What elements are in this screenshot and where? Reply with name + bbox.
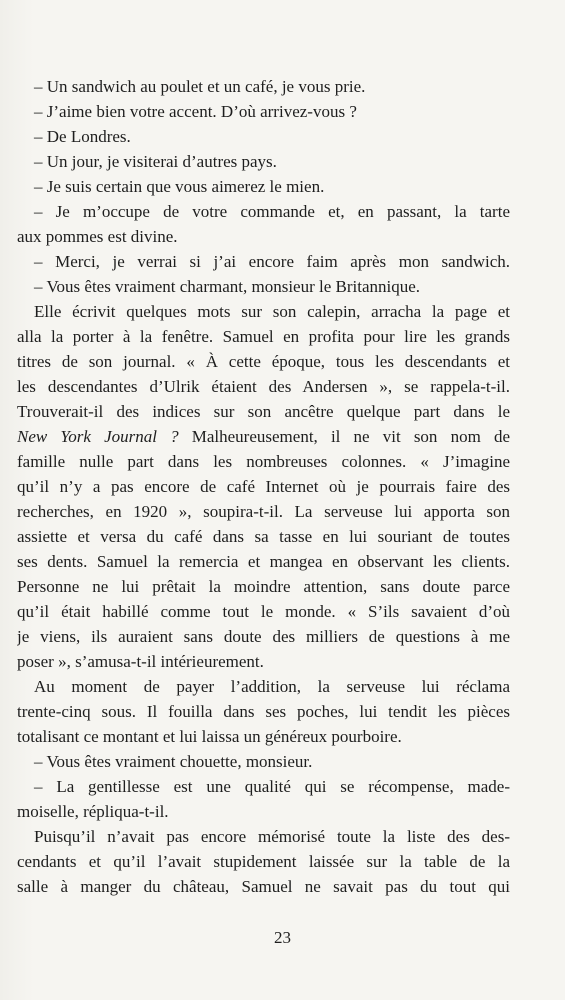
text-line: – Je suis certain que vous aimerez le mien. xyxy=(34,177,325,196)
page-number: 23 xyxy=(274,928,291,947)
text-line: – De Londres. xyxy=(34,127,131,146)
text-line: ses dents. Samuel la remercia et mangea en observant les clients. xyxy=(17,552,510,571)
body-text xyxy=(17,74,510,899)
text-line: trente-cinq sous. Il fouilla dans ses poches, lui tendit les pièces xyxy=(17,702,510,721)
text-line: Trouverait-il des indices sur son ancêtre quelque part dans le xyxy=(17,402,510,421)
text-line: recherches, en 1920 », soupira-t-il. La serveuse lui apporta son xyxy=(17,502,510,521)
italic-title: New York Journal ? xyxy=(17,427,179,446)
text-line: Au moment de payer l’addition, la serveuse lui réclama xyxy=(34,677,510,696)
text-line: salle à manger du château, Samuel ne savait pas du tout qui xyxy=(17,877,510,896)
text-line: assiette et versa du café dans sa tasse en lui souriant de toutes xyxy=(17,527,510,546)
text-line: Personne ne lui prêtait la moindre attention, sans doute parce xyxy=(17,577,510,596)
text-line: cendants et qu’il l’avait stupidement laissée sur la table de la xyxy=(17,852,510,871)
text-line: – Je m’occupe de votre commande et, en passant, la tarte xyxy=(34,202,510,221)
text-line: qu’il n’y a pas encore de café Internet où je pourrais faire des xyxy=(17,477,510,496)
text-line: – Un sandwich au poulet et un café, je vous prie. xyxy=(34,77,366,96)
text-line: famille nulle part dans les nombreuses colonnes. « J’imagine xyxy=(17,452,510,471)
text-line xyxy=(17,424,510,449)
text-line: les descendantes d’Ulrik étaient des Andersen », se rappela-t-il. xyxy=(17,377,510,396)
text-line: moiselle, répliqua-t-il. xyxy=(17,802,169,821)
text-line: – Un jour, je visiterai d’autres pays. xyxy=(34,152,277,171)
text-line: – Vous êtes vraiment chouette, monsieur. xyxy=(34,752,313,771)
text-line: – La gentillesse est une qualité qui se récompense, made- xyxy=(34,777,510,796)
text-line-rest: Malheureusement, il ne vit son nom de xyxy=(178,427,510,446)
text-line: titres de son journal. « À cette époque, tous les descendants et xyxy=(17,352,510,371)
text-line: – Vous êtes vraiment charmant, monsieur le Britannique. xyxy=(34,277,421,296)
text-line: – J’aime bien votre accent. D’où arrivez-vous ? xyxy=(34,102,357,121)
text-line: – Merci, je verrai si j’ai encore faim après mon sandwich. xyxy=(34,252,510,271)
text-line: je viens, ils auraient sans doute des milliers de questions à me xyxy=(17,627,510,646)
text-line: Puisqu’il n’avait pas encore mémorisé toute la liste des des- xyxy=(34,827,510,846)
text-line: alla la porter à la fenêtre. Samuel en profita pour lire les grands xyxy=(17,327,510,346)
text-line: Elle écrivit quelques mots sur son calepin, arracha la page et xyxy=(34,302,510,321)
text-line: totalisant ce montant et lui laissa un généreux pourboire. xyxy=(17,727,402,746)
text-line: qu’il était habillé comme tout le monde. « S’ils savaient d’où xyxy=(17,602,510,621)
text-line: aux pommes est divine. xyxy=(17,227,178,246)
text-line: poser », s’amusa-t-il intérieurement. xyxy=(17,652,264,671)
